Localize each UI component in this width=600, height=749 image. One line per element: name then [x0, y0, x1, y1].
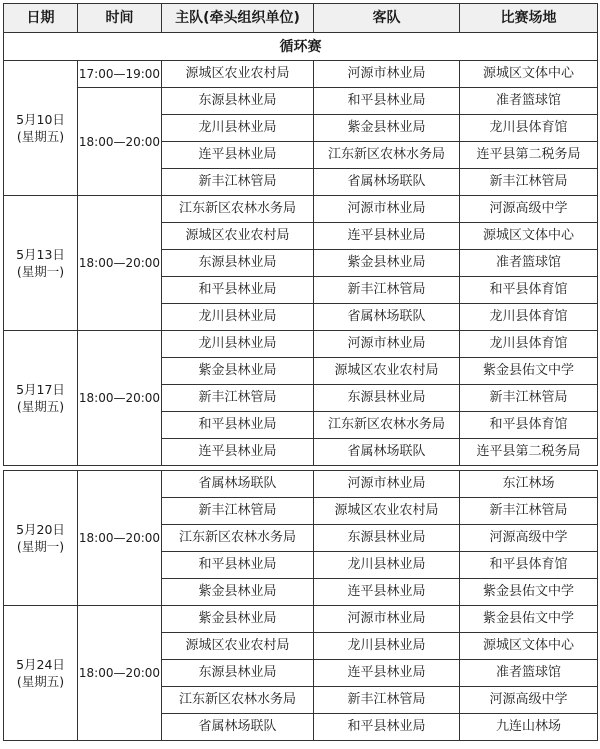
table-row — [4, 61, 598, 88]
home-team-cell: 紫金县林业局 — [162, 579, 314, 606]
weekday-text: (星期五) — [16, 674, 65, 689]
home-team-cell: 龙川县林业局 — [162, 331, 314, 358]
home-team-cell: 东源县林业局 — [162, 660, 314, 687]
venue-cell: 龙川县体育馆 — [460, 115, 598, 142]
venue-cell: 源城区文体中心 — [460, 223, 598, 250]
venue-cell: 龙川县体育馆 — [460, 331, 598, 358]
home-team-cell: 省属林场联队 — [162, 471, 314, 498]
away-team-cell: 连平县林业局 — [314, 579, 460, 606]
date-text: 5月24日 — [16, 657, 65, 672]
home-team-cell: 东源县林业局 — [162, 250, 314, 277]
header-venue: 比赛场地 — [460, 4, 598, 33]
venue-cell: 和平县体育馆 — [460, 412, 598, 439]
venue-cell: 源城区文体中心 — [460, 633, 598, 660]
time-cell: 18:00—20:00 — [78, 471, 162, 606]
home-team-cell: 龙川县林业局 — [162, 304, 314, 331]
home-team-cell: 江东新区农林水务局 — [162, 196, 314, 223]
away-team-cell: 紫金县林业局 — [314, 250, 460, 277]
header-home-team: 主队(牵头组织单位) — [162, 4, 314, 33]
away-team-cell: 江东新区农林水务局 — [314, 412, 460, 439]
away-team-cell: 新丰江林管局 — [314, 687, 460, 714]
home-team-cell: 省属林场联队 — [162, 714, 314, 741]
date-text: 5月10日 — [16, 112, 65, 127]
away-team-cell: 省属林场联队 — [314, 439, 460, 466]
date-text: 5月13日 — [16, 247, 65, 262]
home-team-cell: 紫金县林业局 — [162, 606, 314, 633]
home-team-cell: 江东新区农林水务局 — [162, 687, 314, 714]
venue-cell: 紫金县佑文中学 — [460, 358, 598, 385]
away-team-cell: 东源县林业局 — [314, 385, 460, 412]
away-team-cell: 连平县林业局 — [314, 660, 460, 687]
away-team-cell: 河源市林业局 — [314, 61, 460, 88]
schedule-body — [4, 33, 598, 741]
home-team-cell: 连平县林业局 — [162, 439, 314, 466]
section-row — [4, 33, 598, 61]
weekday-text: (星期五) — [16, 129, 65, 144]
venue-cell: 新丰江林管局 — [460, 169, 598, 196]
time-cell: 18:00—20:00 — [78, 196, 162, 331]
date-text: 5月20日 — [16, 522, 65, 537]
home-team-cell: 新丰江林管局 — [162, 385, 314, 412]
away-team-cell: 龙川县林业局 — [314, 633, 460, 660]
away-team-cell: 和平县林业局 — [314, 714, 460, 741]
table-row — [4, 196, 598, 223]
weekday-text: (星期五) — [16, 399, 65, 414]
header-time: 时间 — [78, 4, 162, 33]
venue-cell: 准者篮球馆 — [460, 88, 598, 115]
date-cell — [4, 606, 78, 741]
away-team-cell: 东源县林业局 — [314, 525, 460, 552]
date-cell — [4, 331, 78, 466]
home-team-cell: 连平县林业局 — [162, 142, 314, 169]
time-cell: 18:00—20:00 — [78, 331, 162, 466]
venue-cell: 新丰江林管局 — [460, 385, 598, 412]
venue-cell: 东江林场 — [460, 471, 598, 498]
home-team-cell: 源城区农业农村局 — [162, 61, 314, 88]
section-title: 循环赛 — [4, 33, 598, 61]
venue-cell: 准者篮球馆 — [460, 660, 598, 687]
away-team-cell: 省属林场联队 — [314, 169, 460, 196]
away-team-cell: 河源市林业局 — [314, 331, 460, 358]
date-cell — [4, 196, 78, 331]
home-team-cell: 和平县林业局 — [162, 412, 314, 439]
venue-cell: 河源高级中学 — [460, 196, 598, 223]
table-row — [4, 331, 598, 358]
home-team-cell: 新丰江林管局 — [162, 169, 314, 196]
venue-cell: 和平县体育馆 — [460, 277, 598, 304]
home-team-cell: 和平县林业局 — [162, 277, 314, 304]
weekday-text: (星期一) — [16, 539, 65, 554]
home-team-cell: 源城区农业农村局 — [162, 633, 314, 660]
venue-cell: 新丰江林管局 — [460, 498, 598, 525]
away-team-cell: 省属林场联队 — [314, 304, 460, 331]
date-cell — [4, 61, 78, 196]
away-team-cell: 和平县林业局 — [314, 88, 460, 115]
home-team-cell: 东源县林业局 — [162, 88, 314, 115]
away-team-cell: 新丰江林管局 — [314, 277, 460, 304]
venue-cell: 和平县体育馆 — [460, 552, 598, 579]
table-row — [4, 88, 598, 115]
venue-cell: 河源高级中学 — [460, 525, 598, 552]
time-cell: 18:00—20:00 — [78, 606, 162, 741]
venue-cell: 连平县第二税务局 — [460, 142, 598, 169]
home-team-cell: 龙川县林业局 — [162, 115, 314, 142]
away-team-cell: 河源市林业局 — [314, 471, 460, 498]
venue-cell: 紫金县佑文中学 — [460, 579, 598, 606]
home-team-cell: 和平县林业局 — [162, 552, 314, 579]
venue-cell: 河源高级中学 — [460, 687, 598, 714]
venue-cell: 龙川县体育馆 — [460, 304, 598, 331]
away-team-cell: 连平县林业局 — [314, 223, 460, 250]
away-team-cell: 龙川县林业局 — [314, 552, 460, 579]
venue-cell: 连平县第二税务局 — [460, 439, 598, 466]
time-cell: 18:00—20:00 — [78, 88, 162, 196]
header-date: 日期 — [4, 4, 78, 33]
away-team-cell: 源城区农业农村局 — [314, 358, 460, 385]
home-team-cell: 源城区农业农村局 — [162, 223, 314, 250]
match-schedule-table — [3, 3, 598, 741]
date-text: 5月17日 — [16, 382, 65, 397]
away-team-cell: 紫金县林业局 — [314, 115, 460, 142]
home-team-cell: 江东新区农林水务局 — [162, 525, 314, 552]
away-team-cell: 河源市林业局 — [314, 606, 460, 633]
away-team-cell: 江东新区农林水务局 — [314, 142, 460, 169]
header-row — [4, 4, 598, 33]
table-row — [4, 606, 598, 633]
away-team-cell: 源城区农业农村局 — [314, 498, 460, 525]
venue-cell: 紫金县佑文中学 — [460, 606, 598, 633]
venue-cell: 准者篮球馆 — [460, 250, 598, 277]
venue-cell: 源城区文体中心 — [460, 61, 598, 88]
header-away-team: 客队 — [314, 4, 460, 33]
date-cell — [4, 471, 78, 606]
away-team-cell: 河源市林业局 — [314, 196, 460, 223]
table-row — [4, 471, 598, 498]
time-cell: 17:00—19:00 — [78, 61, 162, 88]
home-team-cell: 新丰江林管局 — [162, 498, 314, 525]
weekday-text: (星期一) — [16, 264, 65, 279]
venue-cell: 九连山林场 — [460, 714, 598, 741]
home-team-cell: 紫金县林业局 — [162, 358, 314, 385]
